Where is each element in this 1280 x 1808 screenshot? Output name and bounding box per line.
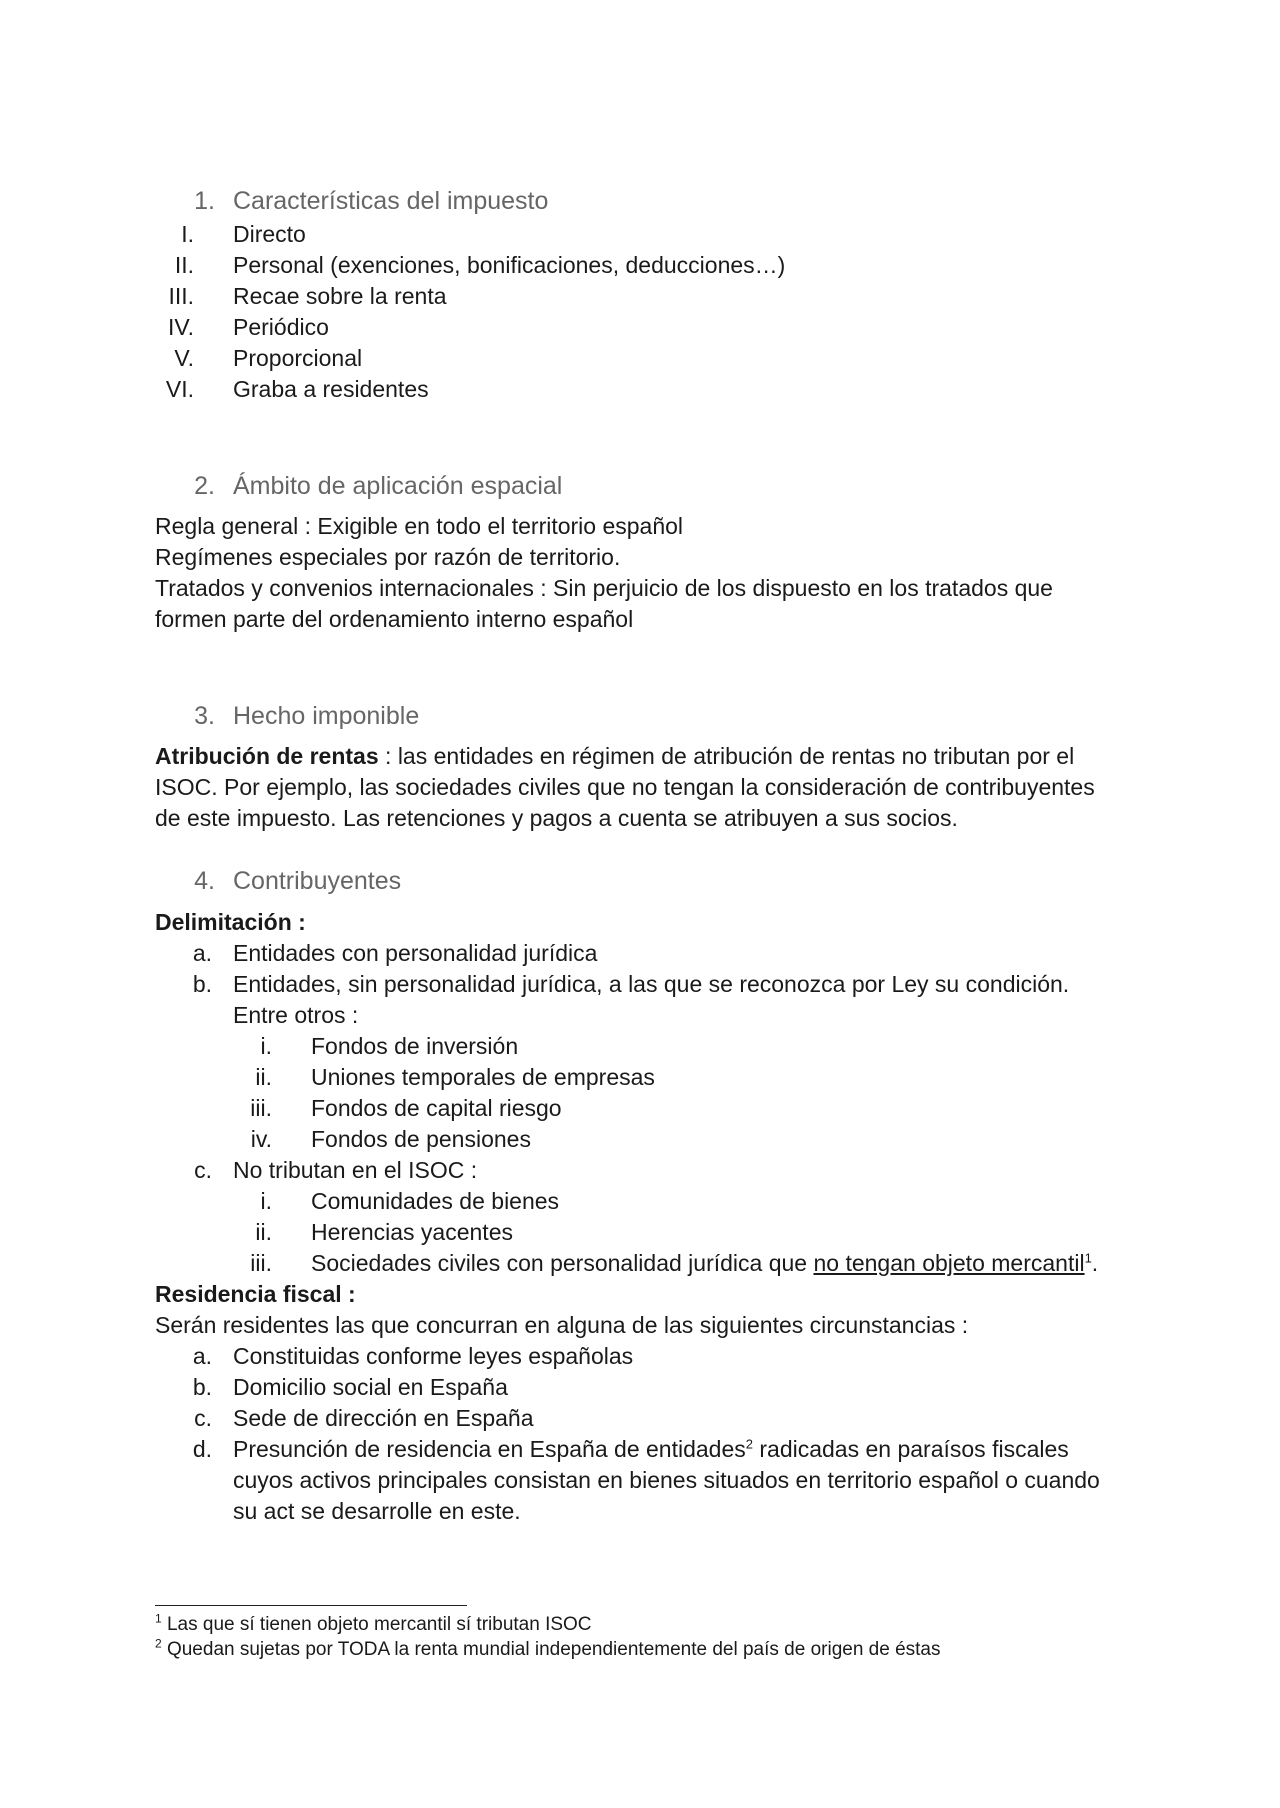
section1-title: Características del impuesto	[233, 187, 549, 215]
subheading	[155, 1279, 356, 1310]
list-item-number: b.	[192, 1374, 212, 1400]
list-item-continuation: su act se desarrolle en este.	[233, 1498, 521, 1524]
section3-title: Hecho imponible	[233, 702, 420, 730]
paragraph-line: de este impuesto. Las retenciones y pagos a cuenta se atribuyen a sus socios.	[155, 805, 958, 831]
footnote-marker: 2	[155, 1636, 162, 1651]
list-item: Recae sobre la renta	[233, 283, 447, 309]
subheading	[155, 907, 306, 938]
sublist-item-number: i.	[260, 1033, 272, 1059]
list-item: Entidades, sin personalidad jurídica, a las que se reconozca por Ley su condición.	[233, 971, 1070, 997]
paragraph-line: ISOC. Por ejemplo, las sociedades civiles que no tengan la consideración de contribuyentes	[155, 774, 1095, 800]
residencia-label: Residencia fiscal :	[155, 1281, 356, 1307]
list-item: Personal (exenciones, bonificaciones, deducciones…)	[233, 252, 786, 278]
list-item: Domicilio social en España	[233, 1374, 508, 1400]
list-item: Sede de dirección en España	[233, 1405, 534, 1431]
paragraph-line: Serán residentes las que concurran en alguna de las siguientes circunstancias :	[155, 1312, 969, 1338]
paragraph-line: formen parte del ordenamiento interno español	[155, 606, 634, 632]
list-item-number: a.	[192, 940, 212, 966]
list-item: Directo	[233, 221, 306, 247]
sublist-item: Fondos de inversión	[311, 1033, 519, 1059]
sublist-item-number: iv.	[250, 1126, 272, 1152]
list-item-number: VI.	[165, 376, 194, 402]
sublist-item: Uniones temporales de empresas	[311, 1064, 655, 1090]
footnote-text: Quedan sujetas por TODA la renta mundial independientemente del país de origen de éstas	[161, 1639, 941, 1660]
list-item-continuation: Entre otros :	[233, 1002, 359, 1028]
list-item: Constituidas conforme leyes españolas	[233, 1343, 634, 1369]
section3-number: 3.	[194, 702, 215, 730]
list-item: Proporcional	[233, 345, 363, 371]
section4-number: 4.	[194, 867, 215, 895]
list-item: Graba a residentes	[233, 376, 429, 402]
footnote-ref-1[interactable]: 1	[1084, 1250, 1092, 1266]
list-item-number: d.	[192, 1436, 212, 1462]
bold-term: Atribución de rentas	[155, 743, 379, 769]
list-item-number: V.	[174, 345, 194, 371]
list-item-text: Presunción de residencia en España de entidades	[233, 1436, 746, 1462]
sublist-item: Comunidades de bienes	[311, 1188, 560, 1214]
list-item-number: b.	[192, 971, 212, 997]
sublist-item	[311, 1248, 1098, 1279]
footnote-marker: 1	[155, 1611, 162, 1626]
list-item: No tributan en el ISOC :	[233, 1157, 478, 1183]
sublist-item: Herencias yacentes	[311, 1219, 513, 1245]
underlined-term: no tengan objeto mercantil	[813, 1250, 1085, 1276]
section2-title: Ámbito de aplicación espacial	[233, 472, 563, 500]
list-item-number: c.	[194, 1157, 212, 1183]
list-item-text: radicadas en paraísos fiscales	[752, 1436, 1069, 1462]
list-item-number: III.	[168, 283, 194, 309]
list-item-number: II.	[174, 252, 194, 278]
section4-title: Contribuyentes	[233, 867, 402, 895]
footnote-ref-2[interactable]: 2	[745, 1436, 753, 1452]
list-item	[233, 1434, 1069, 1465]
list-item-number: c.	[194, 1405, 212, 1431]
list-item: Entidades con personalidad jurídica	[233, 940, 598, 966]
list-item-number: IV.	[167, 314, 194, 340]
list-item-number: a.	[192, 1343, 212, 1369]
sublist-item: Fondos de pensiones	[311, 1126, 531, 1152]
list-item-continuation: cuyos activos principales consistan en bienes situados en territorio español o cuando	[233, 1467, 1100, 1493]
footnote-2	[155, 1637, 941, 1662]
list-item: Periódico	[233, 314, 329, 340]
paragraph-line: Regímenes especiales por razón de territorio.	[155, 544, 621, 570]
section1-number: 1.	[194, 187, 215, 215]
paragraph-text: : las entidades en régimen de atribución de rentas no tributan por el	[378, 743, 1075, 769]
paragraph-line	[155, 741, 1074, 772]
sublist-item-number: iii.	[250, 1250, 272, 1276]
sublist-item-number: ii.	[255, 1064, 272, 1090]
footnote-1	[155, 1612, 592, 1637]
footnote-divider	[155, 1605, 467, 1606]
sublist-item-number: iii.	[250, 1095, 272, 1121]
sublist-item-number: i.	[260, 1188, 272, 1214]
sublist-item: Fondos de capital riesgo	[311, 1095, 562, 1121]
delimitacion-label: Delimitación :	[155, 909, 306, 935]
period: .	[1091, 1250, 1099, 1276]
paragraph-line: Tratados y convenios internacionales : Sin perjuicio de los dispuesto en los tratados que	[155, 575, 1053, 601]
sublist-item-number: ii.	[255, 1219, 272, 1245]
section2-number: 2.	[194, 472, 215, 500]
footnote-text: Las que sí tienen objeto mercantil sí tributan ISOC	[161, 1614, 592, 1635]
sublist-item-text: Sociedades civiles con personalidad jurídica que	[311, 1250, 814, 1276]
paragraph-line: Regla general : Exigible en todo el territorio español	[155, 513, 684, 539]
list-item-number: I.	[181, 221, 194, 247]
